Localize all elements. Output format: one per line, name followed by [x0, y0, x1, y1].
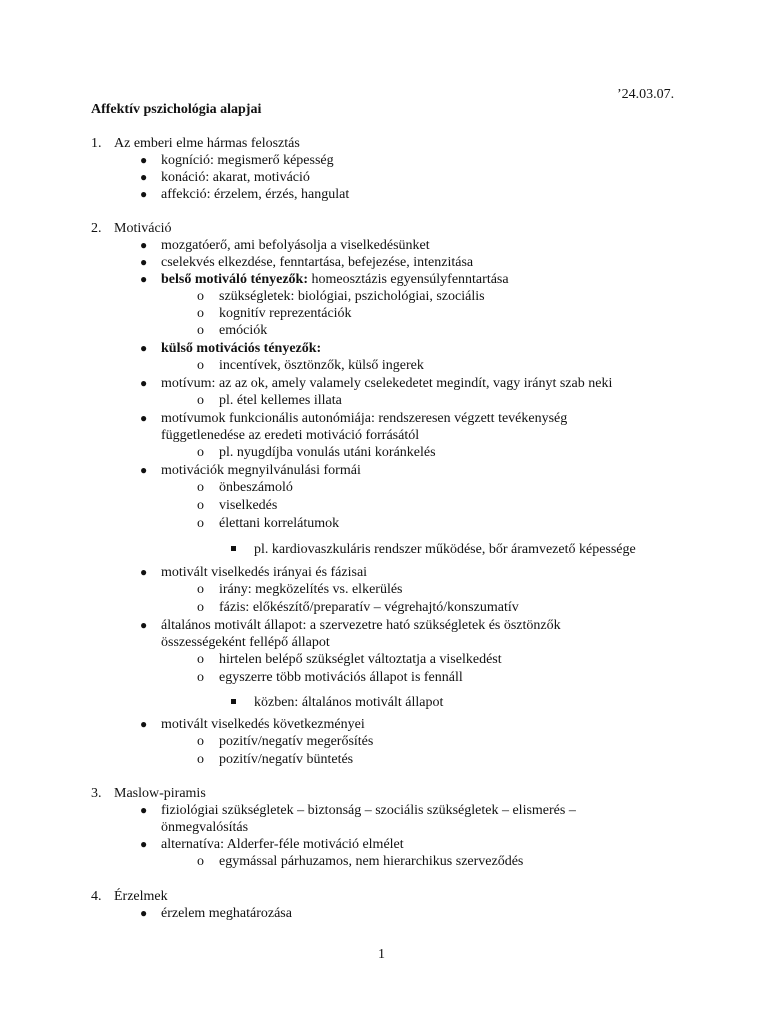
list-item: motívumok funkcionális autonómiája: rendszeresen végzett tevékenység [161, 411, 568, 426]
sub-sub-item: közben: általános motivált állapot [254, 695, 444, 710]
sub-bullet-icon: o [197, 358, 204, 373]
sub-item: emóciók [219, 323, 268, 338]
sub-item: pl. nyugdíjba vonulás utáni koránkelés [219, 445, 436, 460]
square-bullet-icon [231, 546, 236, 551]
list-item: cselekvés elkezdése, fenntartása, befejezése, intenzitása [161, 255, 474, 270]
sub-item: önbeszámoló [219, 480, 293, 495]
bullet-icon: ● [140, 717, 148, 731]
list-item: konáció: akarat, motiváció [161, 170, 310, 185]
sub-item: élettani korrelátumok [219, 516, 340, 531]
sub-item: szükségletek: biológiai, pszichológiai, szociális [219, 289, 485, 304]
list-item: motivált viselkedés következményei [161, 717, 365, 732]
bullet-icon: ● [140, 341, 148, 355]
sub-item: hirtelen belépő szükséglet változtatja a viselkedést [219, 652, 502, 667]
bullet-icon: ● [140, 618, 148, 632]
list-item: mozgatóerő, ami befolyásolja a viselkedésünket [161, 238, 430, 253]
section-heading: Az emberi elme hármas felosztás [114, 136, 300, 151]
list-item: érzelem meghatározása [161, 906, 292, 921]
bullet-icon: ● [140, 170, 148, 184]
list-item: kogníció: megismerő képesség [161, 153, 334, 168]
list-item-text: homeosztázis egyensúlyfenntartása [307, 272, 509, 287]
bullet-icon: ● [140, 376, 148, 390]
bullet-icon: ● [140, 463, 148, 477]
sub-item: fázis: előkészítő/preparatív – végrehajtó/konszumatív [219, 600, 519, 615]
list-item: motivációk megnyilvánulási formái [161, 463, 361, 478]
sub-bullet-icon: o [197, 582, 204, 597]
list-item: motivált viselkedés irányai és fázisai [161, 565, 368, 580]
bullet-icon: ● [140, 153, 148, 167]
sub-bullet-icon: o [197, 306, 204, 321]
document-date: ’24.03.07. [617, 87, 675, 102]
bullet-icon: ● [140, 411, 148, 425]
page-number: 1 [378, 947, 385, 962]
sub-bullet-icon: o [197, 752, 204, 767]
sub-bullet-icon: o [197, 670, 204, 685]
sub-bullet-icon: o [197, 652, 204, 667]
list-item: fiziológiai szükségletek – biztonság – szociális szükségletek – elismerés – [161, 803, 576, 818]
section-number: 1. [91, 136, 102, 151]
list-item-bold: belső motiváló tényezők: [161, 272, 308, 287]
square-bullet-icon [231, 699, 236, 704]
section-heading: Maslow-piramis [114, 786, 206, 801]
sub-item: pozitív/negatív megerősítés [219, 734, 374, 749]
sub-item: kognitív reprezentációk [219, 306, 352, 321]
list-item: affekció: érzelem, érzés, hangulat [161, 187, 350, 202]
sub-sub-item: pl. kardiovaszkuláris rendszer működése, bőr áramvezető képessége [254, 542, 636, 557]
list-item: általános motivált állapot: a szervezetre ható szükségletek és ösztönzők [161, 618, 561, 633]
bullet-icon: ● [140, 565, 148, 579]
list-item: külső motivációs tényezők: [161, 341, 322, 356]
bullet-icon: ● [140, 837, 148, 851]
sub-bullet-icon: o [197, 516, 204, 531]
bullet-icon: ● [140, 255, 148, 269]
document-title: Affektív pszichológia alapjai [91, 102, 262, 117]
section-number: 3. [91, 786, 102, 801]
list-item-continuation: önmegvalósítás [161, 820, 249, 835]
sub-item: pozitív/negatív büntetés [219, 752, 354, 767]
sub-bullet-icon: o [197, 498, 204, 513]
sub-bullet-icon: o [197, 480, 204, 495]
sub-bullet-icon: o [197, 393, 204, 408]
list-item-continuation: függetlenedése az eredeti motiváció forrásától [161, 428, 420, 443]
sub-item: viselkedés [219, 498, 278, 513]
bullet-icon: ● [140, 238, 148, 252]
bullet-icon: ● [140, 272, 148, 286]
section-heading: Motiváció [114, 221, 172, 236]
section-number: 2. [91, 221, 102, 236]
sub-item: egyszerre több motivációs állapot is fennáll [219, 670, 463, 685]
list-item-continuation: összességeként fellépő állapot [161, 635, 330, 650]
sub-item: pl. étel kellemes illata [219, 393, 342, 408]
list-item: alternatíva: Alderfer-féle motiváció elmélet [161, 837, 404, 852]
section-number: 4. [91, 889, 102, 904]
sub-item: irány: megközelítés vs. elkerülés [219, 582, 403, 597]
bullet-icon: ● [140, 906, 148, 920]
sub-bullet-icon: o [197, 289, 204, 304]
list-item: motívum: az az ok, amely valamely cselekedetet megindít, vagy irányt szab neki [161, 376, 613, 391]
sub-bullet-icon: o [197, 600, 204, 615]
sub-item: incentívek, ösztönzők, külső ingerek [219, 358, 424, 373]
sub-bullet-icon: o [197, 323, 204, 338]
sub-bullet-icon: o [197, 734, 204, 749]
bullet-icon: ● [140, 803, 148, 817]
sub-item: egymással párhuzamos, nem hierarchikus szerveződés [219, 854, 524, 869]
sub-bullet-icon: o [197, 445, 204, 460]
sub-bullet-icon: o [197, 854, 204, 869]
list-item [161, 271, 509, 288]
bullet-icon: ● [140, 187, 148, 201]
section-heading: Érzelmek [114, 889, 168, 904]
